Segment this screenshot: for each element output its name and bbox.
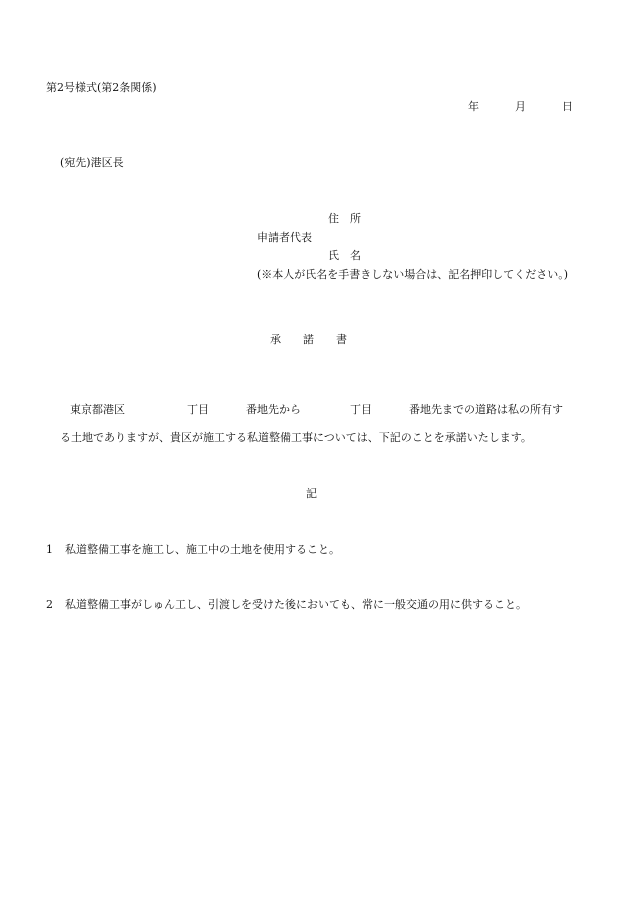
body-banchi-from: 番地先から bbox=[246, 403, 301, 416]
form-label: 第2号様式(第2条関係) bbox=[46, 81, 157, 94]
item-1-text: 私道整備工事を施工し、施工中の土地を使用すること。 bbox=[65, 543, 340, 556]
document-title: 承 諾 書 bbox=[270, 333, 347, 346]
applicant-representative-label: 申請者代表 bbox=[257, 231, 312, 244]
body-city: 東京都港区 bbox=[70, 403, 125, 416]
address-label: 住 所 bbox=[328, 212, 361, 225]
item-2-text: 私道整備工事がしゅん工し、引渡しを受けた後においても、常に一般交通の用に供すること。 bbox=[65, 598, 527, 611]
seal-note: (※本人が氏名を手書きしない場合は、記名押印してください。) bbox=[257, 268, 569, 281]
item-2-number: 2 bbox=[46, 598, 53, 611]
name-label: 氏 名 bbox=[328, 249, 361, 262]
body-line1-tail: 番地先までの道路は私の所有す bbox=[409, 403, 563, 416]
body-line-2: る土地でありますが、貴区が施工する私道整備工事については、下記のことを承諾いたします。 bbox=[60, 431, 532, 444]
addressee: (宛先)港区長 bbox=[60, 156, 124, 169]
date-month-label: 月 bbox=[515, 100, 526, 113]
date-day-label: 日 bbox=[562, 100, 573, 113]
ki-heading: 記 bbox=[306, 487, 317, 500]
body-chome-1: 丁目 bbox=[187, 403, 209, 416]
body-chome-2: 丁目 bbox=[350, 403, 372, 416]
item-1-number: 1 bbox=[46, 543, 53, 556]
date-year-label: 年 bbox=[468, 100, 479, 113]
